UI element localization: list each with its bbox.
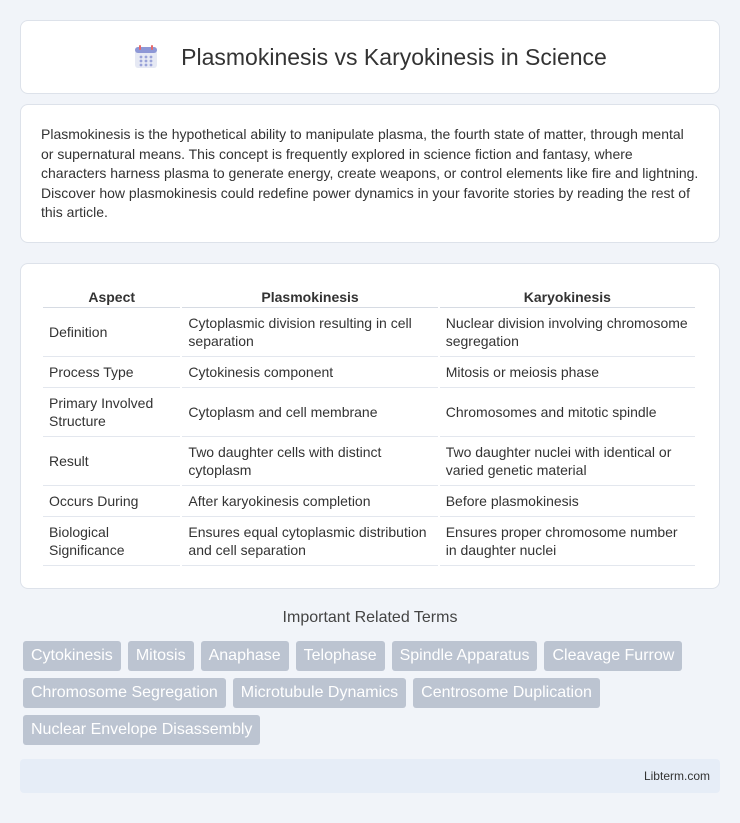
table-row — [43, 308, 695, 357]
page-title: Plasmokinesis vs Karyokinesis in Science — [181, 43, 607, 70]
table-row — [43, 388, 695, 437]
table-cell: Ensures proper chromosome number in daughter nuclei — [440, 517, 695, 566]
term-tag-cleavage-furrow[interactable]: Cleavage Furrow — [544, 641, 682, 671]
table-cell: Primary Involved Structure — [43, 388, 180, 437]
term-tag-spindle-apparatus[interactable]: Spindle Apparatus — [392, 641, 538, 671]
table-cell: Ensures equal cytoplasmic distribution and cell separation — [182, 517, 437, 566]
table-cell: Biological Significance — [43, 517, 180, 566]
table-row — [43, 517, 695, 566]
term-tag-anaphase[interactable]: Anaphase — [201, 641, 289, 671]
footer-site-link[interactable]: Libterm.com — [643, 769, 710, 783]
term-tag-mitosis[interactable]: Mitosis — [128, 641, 194, 671]
intro-text: Plasmokinesis is the hypothetical ability to manipulate plasma, the fourth state of matter, through mental or supernatural means. This concept is frequently explored in science fiction and fantasy, where characters harness plasma to generate energy, create weapons, or control elements like fire and lightning. Discover how plasmokinesis could redefine power dynamics in your favorite stories by reading the rest of this article. — [41, 126, 699, 221]
term-tag-chromosome-segregation[interactable]: Chromosome Segregation — [23, 678, 226, 708]
intro-card — [20, 104, 720, 243]
related-terms-list — [23, 641, 723, 752]
table-cell: Nuclear division involving chromosome segregation — [440, 308, 695, 357]
table-cell: Mitosis or meiosis phase — [440, 357, 695, 388]
term-tag-telophase[interactable]: Telophase — [296, 641, 385, 671]
table-row — [43, 437, 695, 486]
calendar-grid-icon — [133, 44, 159, 70]
table-cell: Cytoplasmic division resulting in cell separation — [182, 308, 437, 357]
term-tag-cytokinesis[interactable]: Cytokinesis — [23, 641, 121, 671]
table-cell: Occurs During — [43, 486, 180, 517]
table-cell: Two daughter nuclei with identical or varied genetic material — [440, 437, 695, 486]
table-cell: After karyokinesis completion — [182, 486, 437, 517]
table-row — [43, 486, 695, 517]
column-header-aspect: Aspect — [43, 284, 180, 308]
column-header-karyokinesis: Karyokinesis — [440, 284, 695, 308]
column-header-plasmokinesis: Plasmokinesis — [182, 284, 437, 308]
table-cell: Cytokinesis component — [182, 357, 437, 388]
table-row — [43, 357, 695, 388]
table-cell: Definition — [43, 308, 180, 357]
term-tag-nuclear-envelope-disassembly[interactable]: Nuclear Envelope Disassembly — [23, 715, 260, 745]
page-header — [20, 20, 720, 94]
table-cell: Before plasmokinesis — [440, 486, 695, 517]
comparison-card — [20, 263, 720, 589]
table-cell: Process Type — [43, 357, 180, 388]
term-tag-microtubule-dynamics[interactable]: Microtubule Dynamics — [233, 678, 406, 708]
table-cell: Result — [43, 437, 180, 486]
page-footer — [20, 759, 720, 793]
table-cell: Cytoplasm and cell membrane — [182, 388, 437, 437]
related-terms-title: Important Related Terms — [282, 609, 458, 626]
term-tag-centrosome-duplication[interactable]: Centrosome Duplication — [413, 678, 600, 708]
table-cell: Chromosomes and mitotic spindle — [440, 388, 695, 437]
table-cell: Two daughter cells with distinct cytoplasm — [182, 437, 437, 486]
comparison-table — [41, 284, 697, 566]
table-header-row — [43, 284, 695, 308]
